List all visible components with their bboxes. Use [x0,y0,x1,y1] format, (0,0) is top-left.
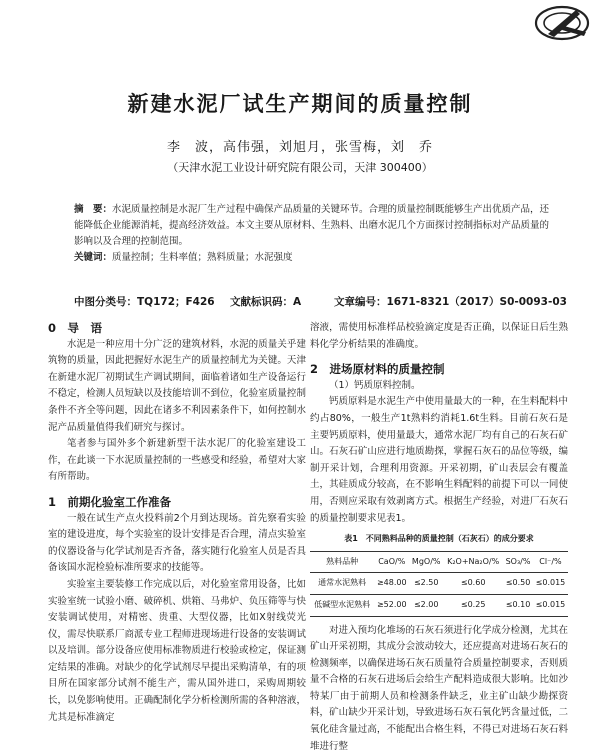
table-header-cell: Cl⁻/% [533,551,568,573]
section2-paragraph-1: 钙质原料是水泥生产中使用量最大的一种，在生料配料中约占80%，一般生产1t熟料约消耗1.6t生料。目前石灰石是主要钙质原料，使用量最大，通常水泥厂均有自己的石灰石矿山。石灰石矿山应进行地质勘探，掌握石灰石的品位等级，编制开采计划，合理利用资源。开采初期，矿山表层会有覆盖土，其硅质成分较高，在不影响生料配料的前提下可以一同使用，否则应采取有效剥离方式。根据生产经验，对进厂石灰石的质量控制要求见表1。 [310,394,568,527]
abstract-text: 水泥质量控制是水泥厂生产过程中确保产品质量的关键环节。合理的质量控制既能够生产出优质产品，还能降低企业能源消耗，提高经济效益。本文主要从原材料、生熟料、出磨水泥几个方面探讨控制指标对产品质量的影响以及合理的控制范围。 [74,204,549,247]
document-code: 文献标识码：A [230,294,301,309]
keywords-label: 关键词： [74,252,112,263]
keywords-line [74,250,554,266]
table-header-cell: K₂O+Na₂O/% [443,551,503,573]
table-cell: ≤0.25 [443,594,503,616]
abstract-label: 摘 要： [74,204,112,215]
intro-paragraph-2: 笔者参与国外多个新建新型干法水泥厂的化验室建设工作，在此谈一下水泥质量控制的一些感受和经验，希望对大家有所帮助。 [48,436,306,486]
section-heading-1: 1 前期化验室工作准备 [48,494,306,511]
section2-paragraph-2: 对进入预均化堆场的石灰石须进行化学成分检测，尤其在矿山开采初期，其成分会波动较大，还应提高对进场石灰石的检测频率，以确保进场石灰石质量符合质量控制要求，否则质量不合格的石灰石进场后会给生产配料造成很大影响。比如沙特某厂由于前期人员和检测条件缺乏，业主矿山缺少勘探资料，矿山缺少开采计划，导致进场石灰石氧化钙含量过低，二氧化硅含量过高，不能配出合格生料，不得已对进场石灰石料堆进行整 [310,623,568,755]
section-heading-2: 2 进场原材料的质量控制 [310,361,568,378]
section1-paragraph-2: 实验室主要装修工作完成以后，对化验室常用设备，比如实验室统一试验小磨、破碎机、烘箱、马弗炉、负压筛等与快安装调试使用，对精密、贵重、大型仪器，比如X射线荧光仪，需尽快联系厂商派专业工程师进现场进行设备的安装调试以及培训。部分设备应使用标准物质进行校验或检定，保证测定结果的准确。对缺少的化学试剂尽早提出采购清单，有的项目所在国家部分试剂不能生产，需从国外进口，采购周期较长，以免影响使用。正确配制化学分析检测所需的各种溶液，尤其是标准滴定 [48,577,306,726]
paper-title: 新建水泥厂试生产期间的质量控制 [0,88,600,118]
table-cell: ≤2.50 [409,573,443,595]
quality-table [310,551,568,617]
table-caption: 表1 不同熟料品种的质量控制（石灰石）的成分要求 [310,531,568,548]
article-number: 文章编号：1671-8321（2017）S0-0093-03 [334,294,567,309]
table-header-cell: 熟料品种 [310,551,374,573]
table-cell: 低碱型水泥熟料 [310,594,374,616]
abstract-paragraph [74,202,554,250]
continued-paragraph: 溶液，需使用标准样品校验滴定度是否正确，以保证日后生熟料化学分析结果的准确度。 [310,320,568,353]
intro-paragraph-1: 水泥是一种应用十分广泛的建筑材料，水泥的质量关乎建筑物的质量，因此把握好水泥生产的质量控制尤为关键。天津在新建水泥厂初期试生产调试期间，面临着诸如生产设备运行不稳定，检测人员短缺以及技能培训不到位，化验室质量控制条件不齐全等问题，因此在诸多不利因素条件下，如何控制水泥产品质量值得我们研究与探讨。 [48,337,306,437]
journal-logo-icon [534,4,594,42]
table-header-cell: MgO/% [409,551,443,573]
section1-paragraph-1: 一般在试生产点火投料前2个月到达现场。首先察看实验室的建设进度，每个实验室的设计安排是否合理，清点实验室的仪器设备与化学试剂是否齐备，落实随行化验室人员是否具备该国水泥检验标准所要求的技能等。 [48,511,306,577]
section-heading-0: 0 导 语 [48,320,306,337]
table-cell: ≤2.00 [409,594,443,616]
table-cell: ≥52.00 [374,594,409,616]
table-cell: 通常水泥熟料 [310,573,374,595]
subsection-heading: （1）钙质原料控制。 [310,378,568,395]
table-cell: ≥48.00 [374,573,409,595]
table-row [310,573,568,595]
table-cell: ≤0.60 [443,573,503,595]
paper-authors: 李 波，高伟强，刘旭月，张雪梅，刘 乔 [0,136,600,155]
keywords-text: 质量控制；生料率值；熟料质量；水泥强度 [112,252,293,263]
table-header-cell: SO₃/% [503,551,533,573]
left-column [48,320,306,726]
table-cell: ≤0.10 [503,594,533,616]
classification-number: 中图分类号：TQ172；F426 [74,294,215,309]
abstract-block [74,202,554,266]
table-header-row [310,551,568,573]
right-column [310,320,568,755]
table-row [310,594,568,616]
paper-affiliation: （天津水泥工业设计研究院有限公司，天津 300400） [0,159,600,175]
table-header-cell: CaO/% [374,551,409,573]
table-cell: ≤0.50 [503,573,533,595]
table-cell: ≤0.015 [533,594,568,616]
table-cell: ≤0.015 [533,573,568,595]
